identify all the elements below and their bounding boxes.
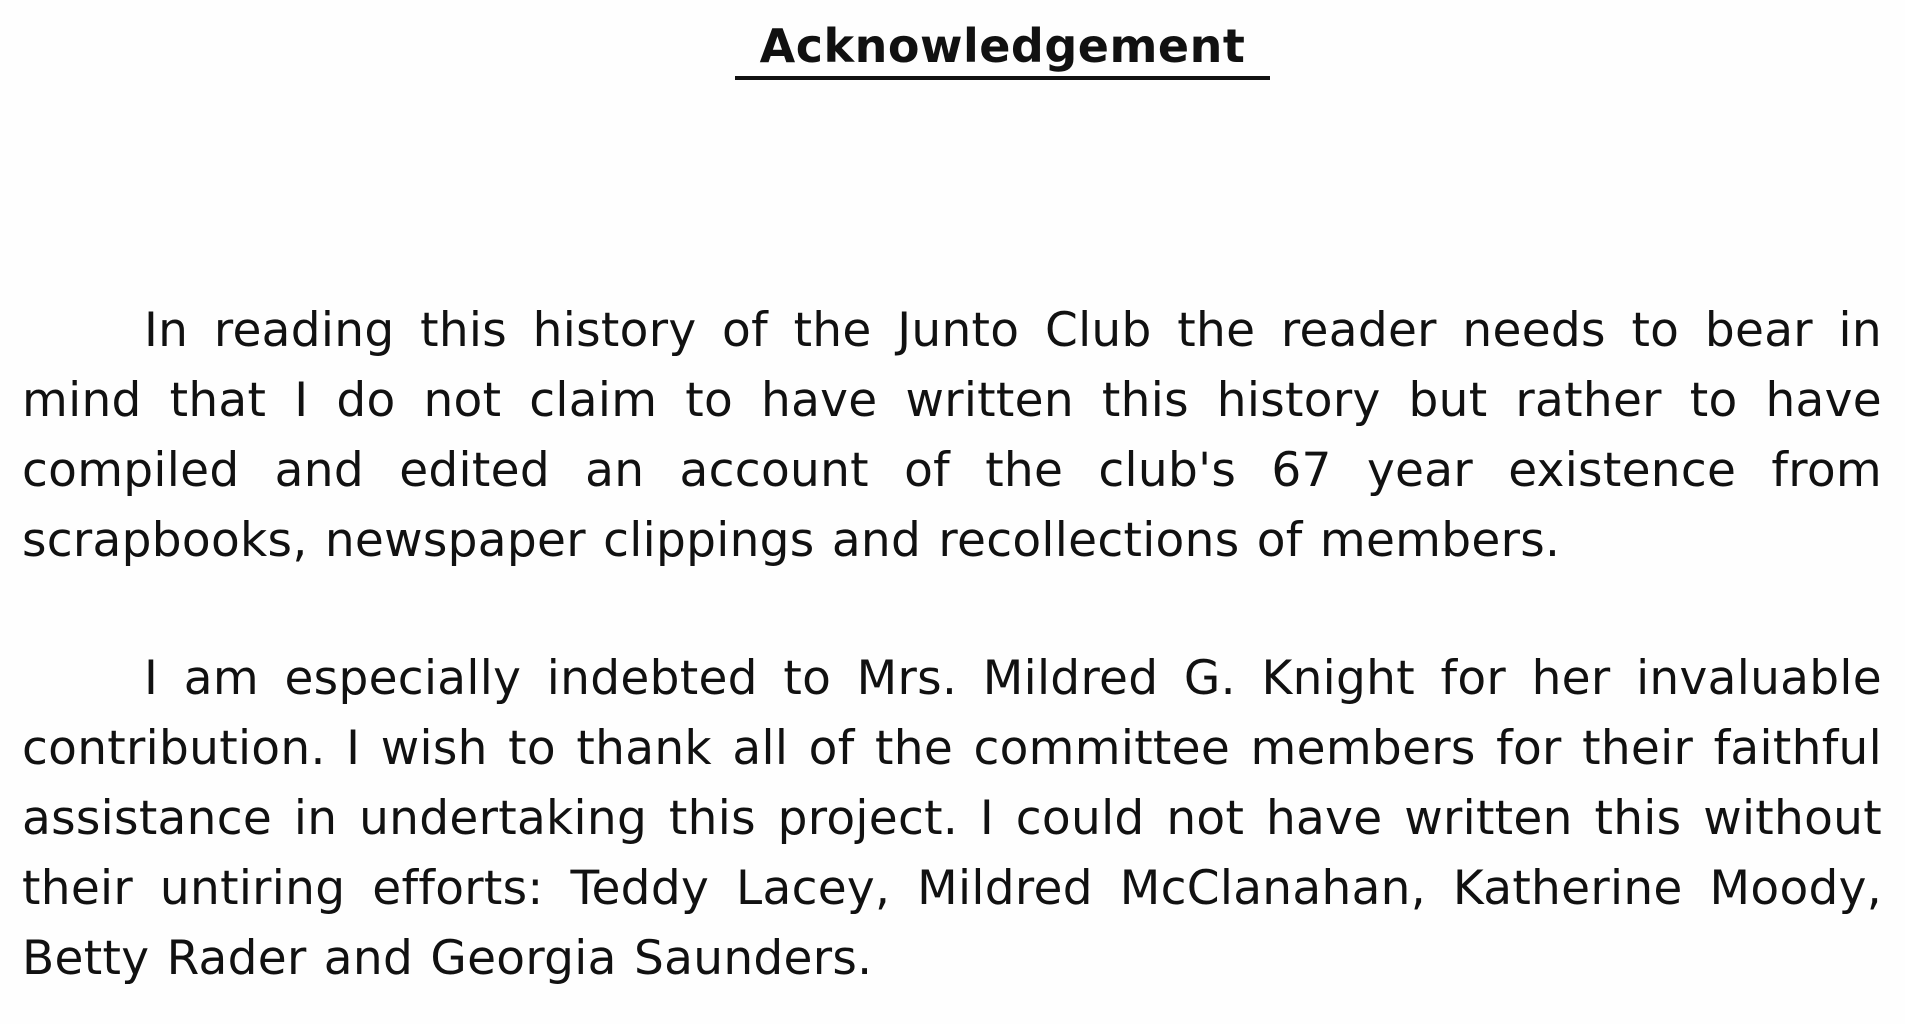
paragraph-thanks: I am especially indebted to Mrs. Mildred G. Knight for her invaluable contribution. I wish to thank all of the committee members for their faithful assistance in undertaking this project. I could not have written this without their untiring efforts: Teddy Lacey, Mildred McClanahan, Katherine Moody, Betty Rader and Georgia Saunders. bbox=[22, 651, 1882, 986]
page-title: Acknowledgement bbox=[735, 18, 1270, 80]
paragraph-intro: In reading this history of the Junto Club the reader needs to bear in mind that I do not claim to have written this history but rather to have compiled and edited an account of the club's 67 year existence from scrapbooks, newspaper clippings and recollections of members. bbox=[22, 303, 1882, 568]
